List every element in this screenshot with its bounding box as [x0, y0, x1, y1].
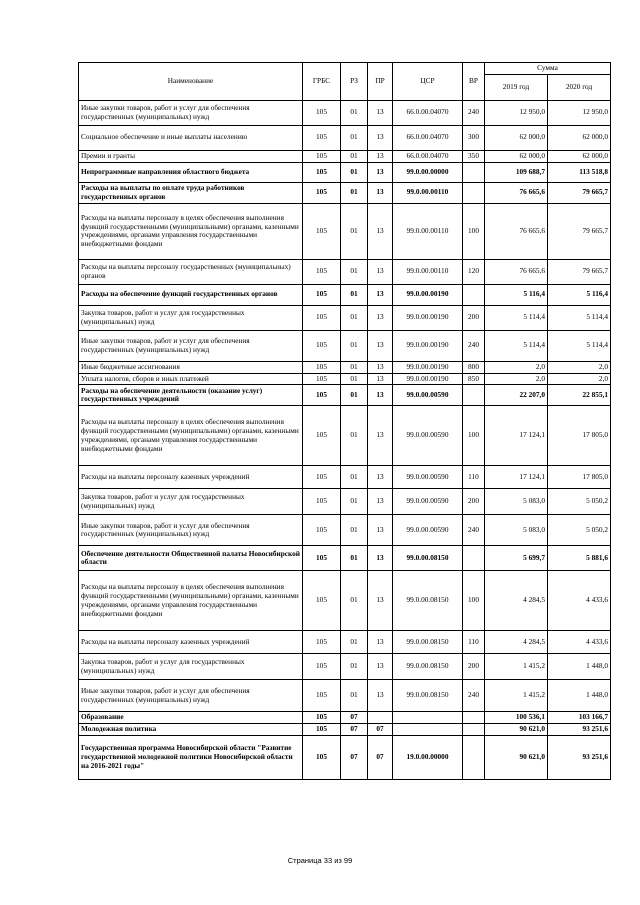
- row-csr: 99.0.00.00590: [393, 385, 463, 406]
- row-name: Расходы на выплаты персоналу в целях обеспечения выполнения функций государственными (муниципальными) органами, казенными учреждениями, органами управления государственными внебюджетными фондами: [79, 571, 303, 631]
- row-rz: 01: [341, 515, 368, 546]
- row-value-2020: 113 518,8: [548, 162, 611, 182]
- row-value-2020: 79 665,7: [548, 259, 611, 284]
- row-grbs: 105: [303, 259, 341, 284]
- row-grbs: 105: [303, 735, 341, 779]
- row-pr: 13: [368, 305, 393, 330]
- row-vr: 200: [463, 305, 485, 330]
- row-grbs: 105: [303, 712, 341, 724]
- row-name: Иные закупки товаров, работ и услуг для обеспечения государственных (муниципальных) нужд: [79, 100, 303, 125]
- row-csr: 99.0.00.00000: [393, 162, 463, 182]
- row-value-2019: 12 950,0: [485, 100, 548, 125]
- row-vr: 350: [463, 150, 485, 162]
- table-row: [79, 203, 611, 259]
- row-value-2020: 5 116,4: [548, 284, 611, 305]
- row-value-2020: 93 251,6: [548, 724, 611, 736]
- row-value-2020: 2,0: [548, 373, 611, 385]
- row-pr: 13: [368, 361, 393, 373]
- row-vr: 240: [463, 680, 485, 712]
- row-pr: 13: [368, 654, 393, 680]
- row-vr: [463, 724, 485, 736]
- table-row: [79, 373, 611, 385]
- table-row: [79, 125, 611, 150]
- row-pr: 13: [368, 125, 393, 150]
- header-csr: ЦСР: [393, 63, 463, 101]
- row-value-2019: 62 000,0: [485, 125, 548, 150]
- row-value-2019: 90 621,0: [485, 735, 548, 779]
- row-pr: 13: [368, 150, 393, 162]
- row-name: Расходы на обеспечение деятельности (оказание услуг) государственных учреждений: [79, 385, 303, 406]
- row-name: Иные закупки товаров, работ и услуг для обеспечения государственных (муниципальных) нужд: [79, 330, 303, 361]
- row-name: Иные закупки товаров, работ и услуг для обеспечения государственных (муниципальных) нужд: [79, 515, 303, 546]
- row-value-2020: 79 665,7: [548, 182, 611, 203]
- row-vr: 100: [463, 203, 485, 259]
- header-name: Наименование: [79, 63, 303, 101]
- row-rz: 01: [341, 100, 368, 125]
- row-rz: 07: [341, 724, 368, 736]
- table-row: [79, 466, 611, 489]
- row-vr: 100: [463, 571, 485, 631]
- row-grbs: 105: [303, 182, 341, 203]
- row-value-2019: 1 415,2: [485, 680, 548, 712]
- row-pr: 13: [368, 631, 393, 654]
- row-value-2020: 22 855,1: [548, 385, 611, 406]
- row-pr: [368, 712, 393, 724]
- row-rz: 01: [341, 125, 368, 150]
- row-pr: 13: [368, 571, 393, 631]
- row-pr: 13: [368, 373, 393, 385]
- row-csr: [393, 724, 463, 736]
- row-vr: 110: [463, 631, 485, 654]
- row-csr: 66.0.00.04070: [393, 150, 463, 162]
- row-grbs: 105: [303, 654, 341, 680]
- row-value-2020: 103 166,7: [548, 712, 611, 724]
- row-value-2019: 76 665,6: [485, 259, 548, 284]
- row-value-2020: 17 805,0: [548, 466, 611, 489]
- row-value-2020: 5 050,2: [548, 489, 611, 515]
- row-value-2019: 109 688,7: [485, 162, 548, 182]
- row-rz: 01: [341, 150, 368, 162]
- row-vr: [463, 182, 485, 203]
- row-grbs: 105: [303, 305, 341, 330]
- row-pr: 13: [368, 489, 393, 515]
- row-rz: 01: [341, 546, 368, 571]
- row-pr: 13: [368, 546, 393, 571]
- row-value-2020: 1 448,0: [548, 654, 611, 680]
- row-grbs: 105: [303, 361, 341, 373]
- row-pr: 13: [368, 330, 393, 361]
- row-value-2019: 2,0: [485, 361, 548, 373]
- row-csr: 19.0.00.00000: [393, 735, 463, 779]
- row-rz: 01: [341, 330, 368, 361]
- row-csr: 99.0.00.00590: [393, 489, 463, 515]
- row-name: Образование: [79, 712, 303, 724]
- row-value-2019: 4 284,5: [485, 571, 548, 631]
- row-vr: 240: [463, 100, 485, 125]
- header-vr: ВР: [463, 63, 485, 101]
- row-name: Закупка товаров, работ и услуг для государственных (муниципальных) нужд: [79, 654, 303, 680]
- row-value-2019: 5 114,4: [485, 330, 548, 361]
- row-pr: 13: [368, 406, 393, 466]
- row-csr: 99.0.00.08150: [393, 654, 463, 680]
- row-value-2020: 62 000,0: [548, 150, 611, 162]
- row-rz: 01: [341, 631, 368, 654]
- row-csr: 99.0.00.00190: [393, 361, 463, 373]
- row-pr: 13: [368, 284, 393, 305]
- row-rz: 01: [341, 654, 368, 680]
- table-row: [79, 631, 611, 654]
- row-value-2019: 2,0: [485, 373, 548, 385]
- row-csr: 99.0.00.00110: [393, 259, 463, 284]
- row-vr: 850: [463, 373, 485, 385]
- row-grbs: 105: [303, 489, 341, 515]
- row-name: Непрограммные направления областного бюджета: [79, 162, 303, 182]
- row-value-2020: 4 433,6: [548, 571, 611, 631]
- table-row: [79, 489, 611, 515]
- row-value-2019: 17 124,1: [485, 406, 548, 466]
- row-value-2019: 5 114,4: [485, 305, 548, 330]
- row-rz: 01: [341, 361, 368, 373]
- table-row: [79, 361, 611, 373]
- row-name: Расходы на выплаты по оплате труда работников государственных органов: [79, 182, 303, 203]
- row-pr: 13: [368, 203, 393, 259]
- row-value-2020: 2,0: [548, 361, 611, 373]
- row-value-2020: 17 805,0: [548, 406, 611, 466]
- row-rz: 01: [341, 406, 368, 466]
- row-csr: 99.0.00.08150: [393, 571, 463, 631]
- budget-table: [78, 62, 611, 780]
- row-pr: 07: [368, 724, 393, 736]
- row-csr: 66.0.00.04070: [393, 100, 463, 125]
- row-value-2019: 17 124,1: [485, 466, 548, 489]
- table-row: [79, 150, 611, 162]
- row-csr: 99.0.00.08150: [393, 631, 463, 654]
- row-vr: [463, 735, 485, 779]
- row-name: Молодежная политика: [79, 724, 303, 736]
- row-grbs: 105: [303, 125, 341, 150]
- row-csr: 99.0.00.00110: [393, 182, 463, 203]
- row-name: Уплата налогов, сборов и иных платежей: [79, 373, 303, 385]
- row-csr: 99.0.00.00590: [393, 406, 463, 466]
- table-row: [79, 515, 611, 546]
- row-rz: 07: [341, 712, 368, 724]
- table-row: [79, 546, 611, 571]
- header-pr: ПР: [368, 63, 393, 101]
- row-grbs: 105: [303, 100, 341, 125]
- row-value-2020: 93 251,6: [548, 735, 611, 779]
- table-row: [79, 100, 611, 125]
- row-value-2020: 5 050,2: [548, 515, 611, 546]
- row-rz: 01: [341, 489, 368, 515]
- row-value-2019: 4 284,5: [485, 631, 548, 654]
- row-vr: 200: [463, 489, 485, 515]
- row-vr: [463, 162, 485, 182]
- row-grbs: 105: [303, 373, 341, 385]
- row-vr: 120: [463, 259, 485, 284]
- row-rz: 01: [341, 182, 368, 203]
- row-vr: 240: [463, 330, 485, 361]
- table-row: [79, 259, 611, 284]
- table-row: [79, 571, 611, 631]
- row-name: Иные закупки товаров, работ и услуг для обеспечения государственных (муниципальных) нужд: [79, 680, 303, 712]
- row-name: Закупка товаров, работ и услуг для государственных (муниципальных) нужд: [79, 305, 303, 330]
- row-vr: 800: [463, 361, 485, 373]
- row-value-2019: 76 665,6: [485, 203, 548, 259]
- row-value-2020: 79 665,7: [548, 203, 611, 259]
- row-csr: 99.0.00.00590: [393, 466, 463, 489]
- row-rz: 01: [341, 259, 368, 284]
- table-row: [79, 406, 611, 466]
- row-grbs: 105: [303, 330, 341, 361]
- row-name: Обеспечение деятельности Общественной палаты Новосибирской области: [79, 546, 303, 571]
- table-row: [79, 305, 611, 330]
- row-value-2020: 5 114,4: [548, 305, 611, 330]
- row-rz: 01: [341, 385, 368, 406]
- row-value-2020: 12 950,0: [548, 100, 611, 125]
- table-row: [79, 162, 611, 182]
- row-value-2019: 5 699,7: [485, 546, 548, 571]
- row-rz: 01: [341, 373, 368, 385]
- row-grbs: 105: [303, 284, 341, 305]
- row-value-2020: 5 881,6: [548, 546, 611, 571]
- row-grbs: 105: [303, 150, 341, 162]
- row-rz: 07: [341, 735, 368, 779]
- row-csr: 99.0.00.00190: [393, 284, 463, 305]
- row-csr: 99.0.00.08150: [393, 680, 463, 712]
- row-vr: [463, 284, 485, 305]
- row-csr: 66.0.00.04070: [393, 125, 463, 150]
- row-value-2019: 22 207,0: [485, 385, 548, 406]
- row-name: Расходы на выплаты персоналу государственных (муниципальных) органов: [79, 259, 303, 284]
- row-grbs: 105: [303, 466, 341, 489]
- row-name: Расходы на выплаты персоналу в целях обеспечения выполнения функций государственными (муниципальными) органами, казенными учреждениями, органами управления государственными внебюджетными фондами: [79, 406, 303, 466]
- row-value-2019: 62 000,0: [485, 150, 548, 162]
- row-name: Расходы на выплаты персоналу в целях обеспечения выполнения функций государственными (муниципальными) органами, казенными учреждениями, органами управления государственными внебюджетными фондами: [79, 203, 303, 259]
- row-value-2019: 5 083,0: [485, 515, 548, 546]
- row-grbs: 105: [303, 406, 341, 466]
- row-grbs: 105: [303, 546, 341, 571]
- row-rz: 01: [341, 284, 368, 305]
- row-vr: 100: [463, 406, 485, 466]
- budget-rows: [79, 100, 611, 779]
- header-sum: Сумма: [485, 63, 611, 75]
- row-vr: 110: [463, 466, 485, 489]
- document-sheet: [78, 62, 610, 780]
- row-grbs: 105: [303, 385, 341, 406]
- row-grbs: 105: [303, 680, 341, 712]
- row-grbs: 105: [303, 724, 341, 736]
- row-rz: 01: [341, 305, 368, 330]
- row-name: Государственная программа Новосибирской области "Развитие государственной молодежной политики Новосибирской области на 2016-2021 годы": [79, 735, 303, 779]
- table-row: [79, 385, 611, 406]
- row-name: Закупка товаров, работ и услуг для государственных (муниципальных) нужд: [79, 489, 303, 515]
- row-name: Расходы на выплаты персоналу казенных учреждений: [79, 631, 303, 654]
- row-pr: 07: [368, 735, 393, 779]
- table-row: [79, 330, 611, 361]
- row-csr: 99.0.00.00590: [393, 515, 463, 546]
- row-vr: 240: [463, 515, 485, 546]
- row-rz: 01: [341, 203, 368, 259]
- table-row: [79, 712, 611, 724]
- header-2019: 2019 год: [485, 74, 548, 100]
- row-csr: [393, 712, 463, 724]
- row-rz: 01: [341, 680, 368, 712]
- row-value-2019: 90 621,0: [485, 724, 548, 736]
- row-csr: 99.0.00.00190: [393, 305, 463, 330]
- row-vr: [463, 546, 485, 571]
- row-value-2020: 1 448,0: [548, 680, 611, 712]
- row-grbs: 105: [303, 203, 341, 259]
- table-row: [79, 654, 611, 680]
- table-row: [79, 724, 611, 736]
- table-row: [79, 680, 611, 712]
- row-name: Социальное обеспечение и иные выплаты населению: [79, 125, 303, 150]
- row-value-2020: 5 114,4: [548, 330, 611, 361]
- row-vr: [463, 712, 485, 724]
- row-rz: 01: [341, 571, 368, 631]
- row-rz: 01: [341, 162, 368, 182]
- header-grbs: ГРБС: [303, 63, 341, 101]
- header-rz: РЗ: [341, 63, 368, 101]
- row-value-2019: 5 083,0: [485, 489, 548, 515]
- row-pr: 13: [368, 162, 393, 182]
- table-row: [79, 284, 611, 305]
- row-pr: 13: [368, 466, 393, 489]
- row-grbs: 105: [303, 515, 341, 546]
- row-vr: 300: [463, 125, 485, 150]
- row-name: Расходы на обеспечение функций государственных органов: [79, 284, 303, 305]
- row-name: Премии и гранты: [79, 150, 303, 162]
- row-value-2019: 1 415,2: [485, 654, 548, 680]
- row-pr: 13: [368, 259, 393, 284]
- page-number: Страница 33 из 99: [287, 856, 353, 865]
- header-2020: 2020 год: [548, 74, 611, 100]
- table-row: [79, 182, 611, 203]
- row-grbs: 105: [303, 162, 341, 182]
- row-value-2019: 76 665,6: [485, 182, 548, 203]
- row-name: Иные бюджетные ассигнования: [79, 361, 303, 373]
- row-rz: 01: [341, 466, 368, 489]
- row-grbs: 105: [303, 631, 341, 654]
- row-grbs: 105: [303, 571, 341, 631]
- row-vr: 200: [463, 654, 485, 680]
- row-csr: 99.0.00.00110: [393, 203, 463, 259]
- row-csr: 99.0.00.08150: [393, 546, 463, 571]
- row-value-2020: 62 000,0: [548, 125, 611, 150]
- row-pr: 13: [368, 100, 393, 125]
- row-pr: 13: [368, 385, 393, 406]
- row-csr: 99.0.00.00190: [393, 373, 463, 385]
- row-value-2019: 100 536,1: [485, 712, 548, 724]
- row-pr: 13: [368, 680, 393, 712]
- row-value-2019: 5 116,4: [485, 284, 548, 305]
- table-row: [79, 735, 611, 779]
- row-name: Расходы на выплаты персоналу казенных учреждений: [79, 466, 303, 489]
- row-csr: 99.0.00.00190: [393, 330, 463, 361]
- row-value-2020: 4 433,6: [548, 631, 611, 654]
- row-vr: [463, 385, 485, 406]
- row-pr: 13: [368, 515, 393, 546]
- row-pr: 13: [368, 182, 393, 203]
